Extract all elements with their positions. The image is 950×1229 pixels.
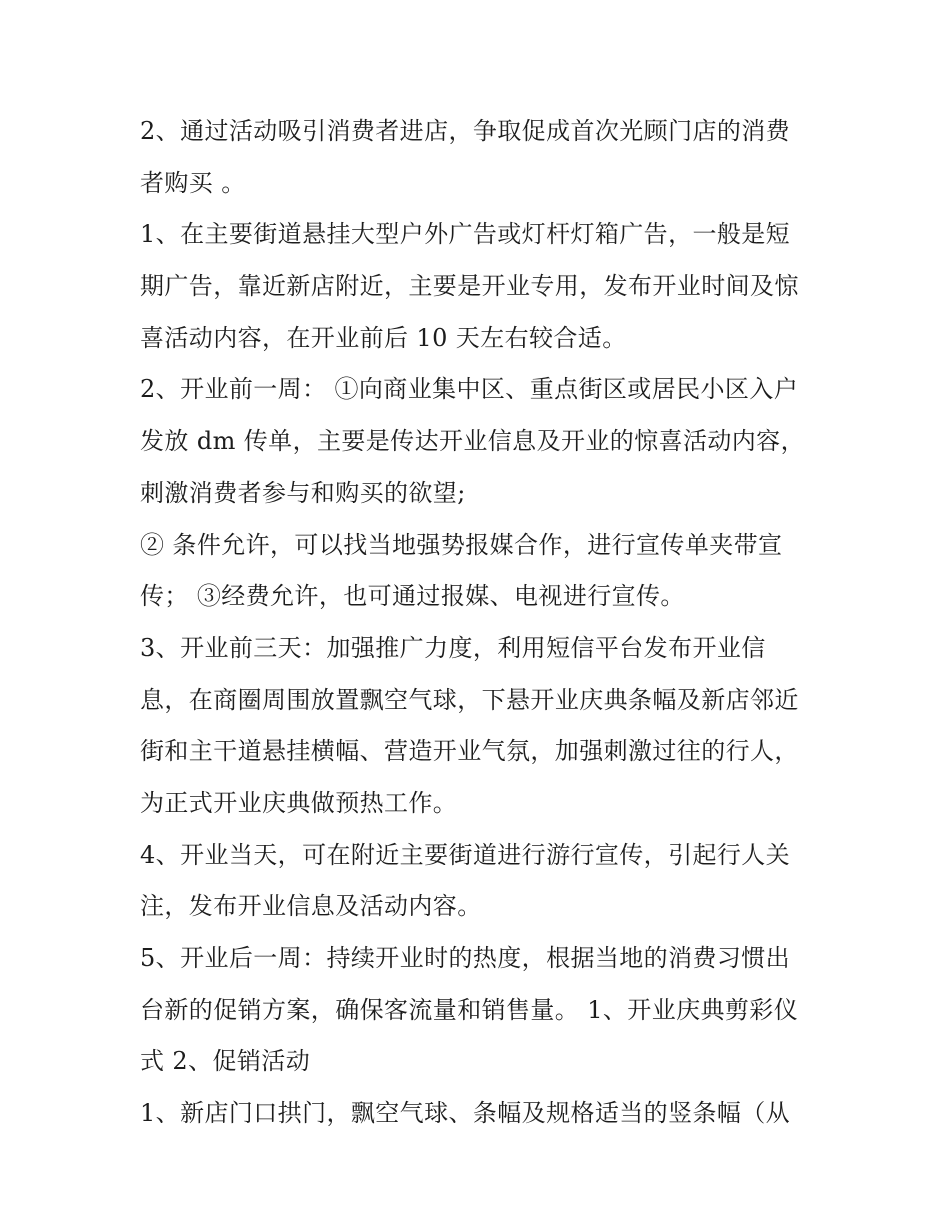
text-line-4: 期广告，靠近新店附近，主要是开业专用，发布开业时间及惊 bbox=[140, 272, 799, 301]
text-line-20: 1、新店门口拱门，飘空气球、条幅及规格适当的竖条幅（从 bbox=[140, 1099, 791, 1128]
document-body bbox=[140, 106, 820, 1140]
text-line-10: 传； ③经费允许，也可通过报媒、电视进行宣传。 bbox=[140, 582, 685, 611]
text-line-3: 1、在主要街道悬挂大型户外广告或灯杆灯箱广告，一般是短 bbox=[140, 220, 791, 249]
text-line-7: 发放 dm 传单，主要是传达开业信息及开业的惊喜活动内容， bbox=[140, 427, 805, 456]
text-line-1: 2、通过活动吸引消费者进店，争取促成首次光顾门店的消费 bbox=[140, 117, 791, 145]
text-line-15: 4、开业当天，可在附近主要街道进行游行宣传，引起行人关 bbox=[140, 840, 791, 869]
text-line-13: 街和主干道悬挂横幅、营造开业气氛，加强刺激过往的行人， bbox=[140, 737, 799, 766]
text-line-11: 3、开业前三天：加强推广力度，利用短信平台发布开业信 bbox=[140, 633, 766, 662]
text-line-2: 者购买 。 bbox=[140, 168, 246, 197]
text-line-5: 喜活动内容，在开业前后 10 天左右较合适。 bbox=[140, 323, 627, 352]
text-line-18: 台新的促销方案，确保客流量和销售量。 1、开业庆典剪彩仪 bbox=[140, 995, 799, 1024]
text-line-14: 为正式开业庆典做预热工作。 bbox=[140, 788, 458, 817]
text-line-17: 5、开业后一周：持续开业时的热度，根据当地的消费习惯出 bbox=[140, 944, 791, 972]
text-line-8: 刺激消费者参与和购买的欲望; bbox=[140, 478, 466, 507]
text-line-16: 注，发布开业信息及活动内容。 bbox=[140, 892, 482, 921]
text-line-12: 息，在商圈周围放置飘空气球，下悬开业庆典条幅及新店邻近 bbox=[140, 685, 799, 714]
text-line-9: ② 条件允许，可以找当地强势报媒合作，进行宣传单夹带宣 bbox=[140, 530, 783, 559]
text-line-19: 式 2、促销活动 bbox=[140, 1047, 311, 1076]
text-line-6: 2、开业前一周： ①向商业集中区、重点街区或居民小区入户 bbox=[140, 375, 799, 404]
